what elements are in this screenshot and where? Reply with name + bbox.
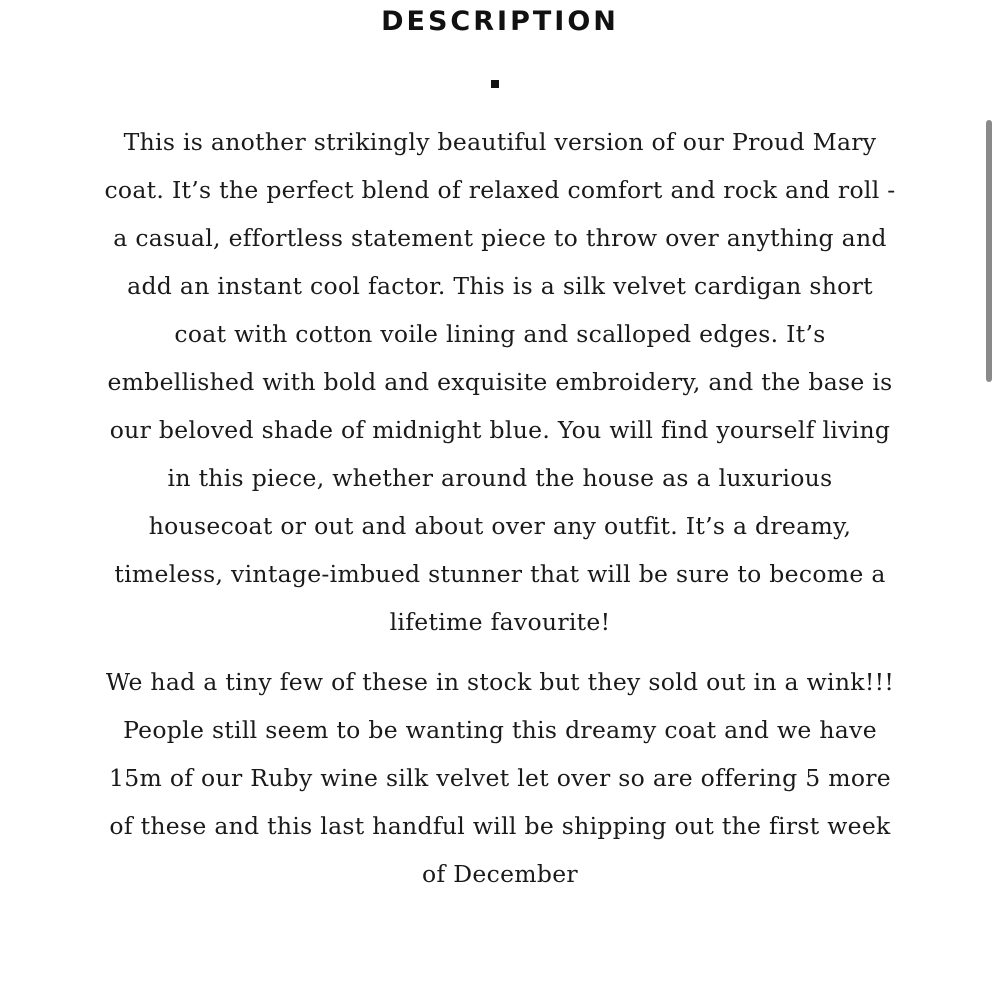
scrollbar-thumb[interactable] (986, 120, 992, 382)
section-title: DESCRIPTION (381, 6, 619, 37)
description-paragraph: This is another strikingly beautiful version of our Proud Mary coat. It’s the perfect blend of relaxed comfort and rock and roll - a casual, effortless statement piece to throw over anything and add an instant cool factor. This is a silk velvet cardigan short coat with cotton voile lining and scalloped edges. It’s embellished with bold and exquisite embroidery, and the base is our beloved shade of midnight blue. You will find yourself living in this piece, whether around the house as a luxurious housecoat or out and about over any outfit. It’s a dreamy, timeless, vintage-imbued stunner that will be sure to become a lifetime favourite! (104, 128, 896, 636)
title-divider-dot (491, 80, 499, 88)
product-description (103, 118, 897, 910)
description-paragraph: We had a tiny few of these in stock but they sold out in a wink!!! People still seem to be wanting this dreamy coat and we have 15m of our Ruby wine silk velvet let over so are offering 5 more of these and this last handful will be shipping out the first week of December (105, 668, 895, 888)
scrollbar[interactable] (986, 120, 992, 990)
